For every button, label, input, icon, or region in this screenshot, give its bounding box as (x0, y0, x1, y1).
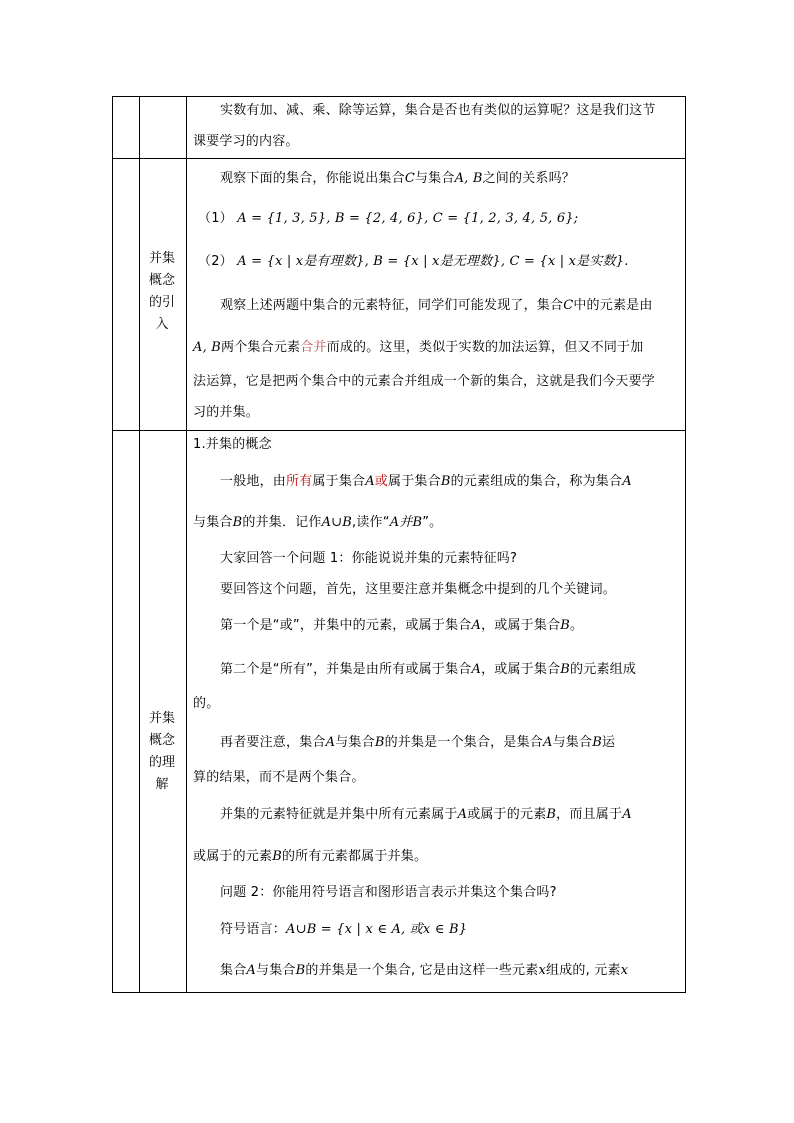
section-heading: 1.并集的概念 (193, 437, 272, 452)
text: 并集的元素特征就是并集中所有元素属于 (220, 807, 458, 822)
math-a: A (457, 807, 468, 822)
section-label-line: 并集 (148, 711, 175, 726)
text: 一般地，由 (220, 474, 287, 489)
table-border-top (112, 96, 686, 97)
question-1: 大家回答一个问题 1：你能说说并集的元素特征吗? (220, 551, 518, 566)
observe-line-2 (193, 340, 643, 356)
note-line-2: 算的结果，而不是两个集合。 (193, 770, 365, 785)
math-union-set: A∪B = {x | x ∈ A, 或x ∈ B} (286, 922, 468, 937)
table-border-left (112, 96, 113, 993)
text: 属于集合 (312, 474, 366, 489)
text: 与集合 (335, 735, 375, 750)
text: ，或属于集合 (481, 662, 561, 677)
math-ab: A, B (454, 171, 483, 186)
math-a: A (622, 807, 632, 822)
text: 观察上述两题中集合的元素特征，同学们可能发现了，集合 (220, 298, 564, 313)
text: 的元素组成 (570, 662, 637, 677)
text: 与集合 (256, 963, 296, 978)
text: 再者要注意，集合 (220, 735, 326, 750)
text: 运 (601, 735, 616, 750)
table-border-bottom (112, 992, 686, 993)
text: 的并集是一个集合，是集合 (384, 735, 543, 750)
text: 与集合 (552, 735, 593, 750)
keyword-1-line (220, 618, 583, 634)
symbolic-language (220, 922, 467, 938)
definition-line-1 (220, 474, 632, 490)
row-divider-2 (112, 430, 686, 431)
math-c: C (563, 298, 574, 313)
intro-line-1: 实数有加、减、乘、除等运算，集合是否也有类似的运算呢？这是我们这节 (220, 103, 656, 118)
example-1 (198, 211, 578, 227)
text: 或属于的元素 (467, 807, 547, 822)
text: 与集合 (414, 171, 455, 186)
math-x: x (620, 963, 629, 978)
text: 的所有元素都属于并集。 (281, 849, 428, 864)
intro-line-2: 课要学习的内容。 (193, 134, 299, 149)
math-union: A∪B (321, 515, 353, 530)
definition-line-2 (193, 515, 442, 531)
observe-line-3: 法运算，它是把两个集合中的元素合并组成一个新的集合，这就是我们今天要学 (193, 374, 656, 389)
section-label-intro (140, 248, 184, 336)
math-read: A并B (389, 515, 423, 530)
math-x: x (538, 963, 546, 978)
text: 两个集合元素 (221, 340, 301, 355)
example-number: （1） (198, 211, 233, 226)
text: 的并集．记作 (242, 515, 322, 530)
text: 组成的, 元素 (546, 963, 621, 978)
example-number: （2） (198, 254, 233, 269)
keyword-all: 所有 (286, 474, 313, 489)
text: 之间的关系吗？ (482, 171, 575, 186)
math-ab: A, B (193, 340, 222, 355)
math-b: B (272, 849, 282, 864)
math-b: B (560, 662, 571, 677)
table-border-right (685, 96, 686, 993)
observe-line-4: 习的并集。 (193, 405, 260, 420)
text: 属于集合 (388, 474, 441, 489)
text: 的元素组成的集合，称为集合 (450, 474, 623, 489)
text: 。 (570, 618, 584, 633)
text: 观察下面的集合，你能说出集合 (220, 171, 405, 186)
example-formula: A = {1, 3, 5}, B = {2, 4, 6}, C = {1, 2, 3, 4, 5, 6}; (237, 211, 579, 226)
math-b: B (546, 807, 557, 822)
example-2 (198, 254, 629, 270)
highlight-merge: 合并 (300, 340, 327, 355)
keyword-2-line-1 (220, 662, 636, 678)
math-a: A (325, 735, 336, 750)
math-a: A (471, 662, 482, 677)
feature-line-1 (220, 807, 632, 823)
text: 中的元素是由 (573, 298, 653, 313)
section-label-line: 并集 (148, 251, 175, 266)
section-label-line: 概念 (148, 733, 175, 748)
observe-question (220, 171, 575, 187)
math-b: B (592, 735, 602, 750)
math-b: B (232, 515, 243, 530)
col-divider-2 (186, 96, 187, 993)
col-divider-1 (139, 96, 140, 993)
math-b: B (560, 618, 571, 633)
observe-line-1 (220, 298, 653, 314)
text: 或属于的元素 (193, 849, 273, 864)
math-a: A (246, 963, 256, 978)
text: 的并集是一个集合, 它是由这样一些元素 (305, 963, 539, 978)
text: 符号语言： (220, 922, 287, 937)
math-a: A (365, 474, 375, 489)
math-b: B (440, 474, 451, 489)
question-1-answer: 要回答这个问题，首先，这里要注意并集概念中提到的几个关键词。 (220, 582, 617, 597)
keyword-2-line-2: 的。 (193, 696, 220, 711)
math-c: C (404, 171, 415, 186)
note-line-1 (220, 735, 615, 751)
section-label-line: 入 (155, 317, 169, 332)
row-divider-1 (112, 158, 686, 159)
text: 第一个是“或”，并集中的元素，或属于集合 (220, 618, 472, 633)
math-a: A (622, 474, 632, 489)
section-label-understanding (140, 708, 184, 796)
text: 而成的。这里，类似于实数的加法运算，但又不同于加 (326, 340, 644, 355)
text: 与集合 (193, 515, 233, 530)
text: 第二个是“所有”，并集是由所有或属于集合 (220, 662, 472, 677)
text: 集合 (220, 963, 247, 978)
math-b: B (374, 735, 385, 750)
section-label-line: 的引 (148, 295, 175, 310)
section-label-line: 的理 (148, 755, 175, 770)
keyword-or: 或 (374, 474, 389, 489)
math-a: A (542, 735, 553, 750)
example-formula: A = {x | x是有理数}, B = {x | x是无理数}, C = {x | x是实数}. (237, 254, 629, 269)
section-label-line: 解 (155, 777, 169, 792)
text: ，而且属于 (556, 807, 623, 822)
feature-line-2 (193, 849, 427, 865)
text: ”。 (422, 515, 443, 530)
last-line (220, 963, 628, 979)
math-b: B (295, 963, 306, 978)
text: ，或属于集合 (481, 618, 561, 633)
math-a: A (471, 618, 482, 633)
text: ,读作“ (352, 515, 390, 530)
question-2: 问题 2：你能用符号语言和图形语言表示并集这个集合吗? (220, 885, 557, 900)
section-label-line: 概念 (148, 273, 175, 288)
